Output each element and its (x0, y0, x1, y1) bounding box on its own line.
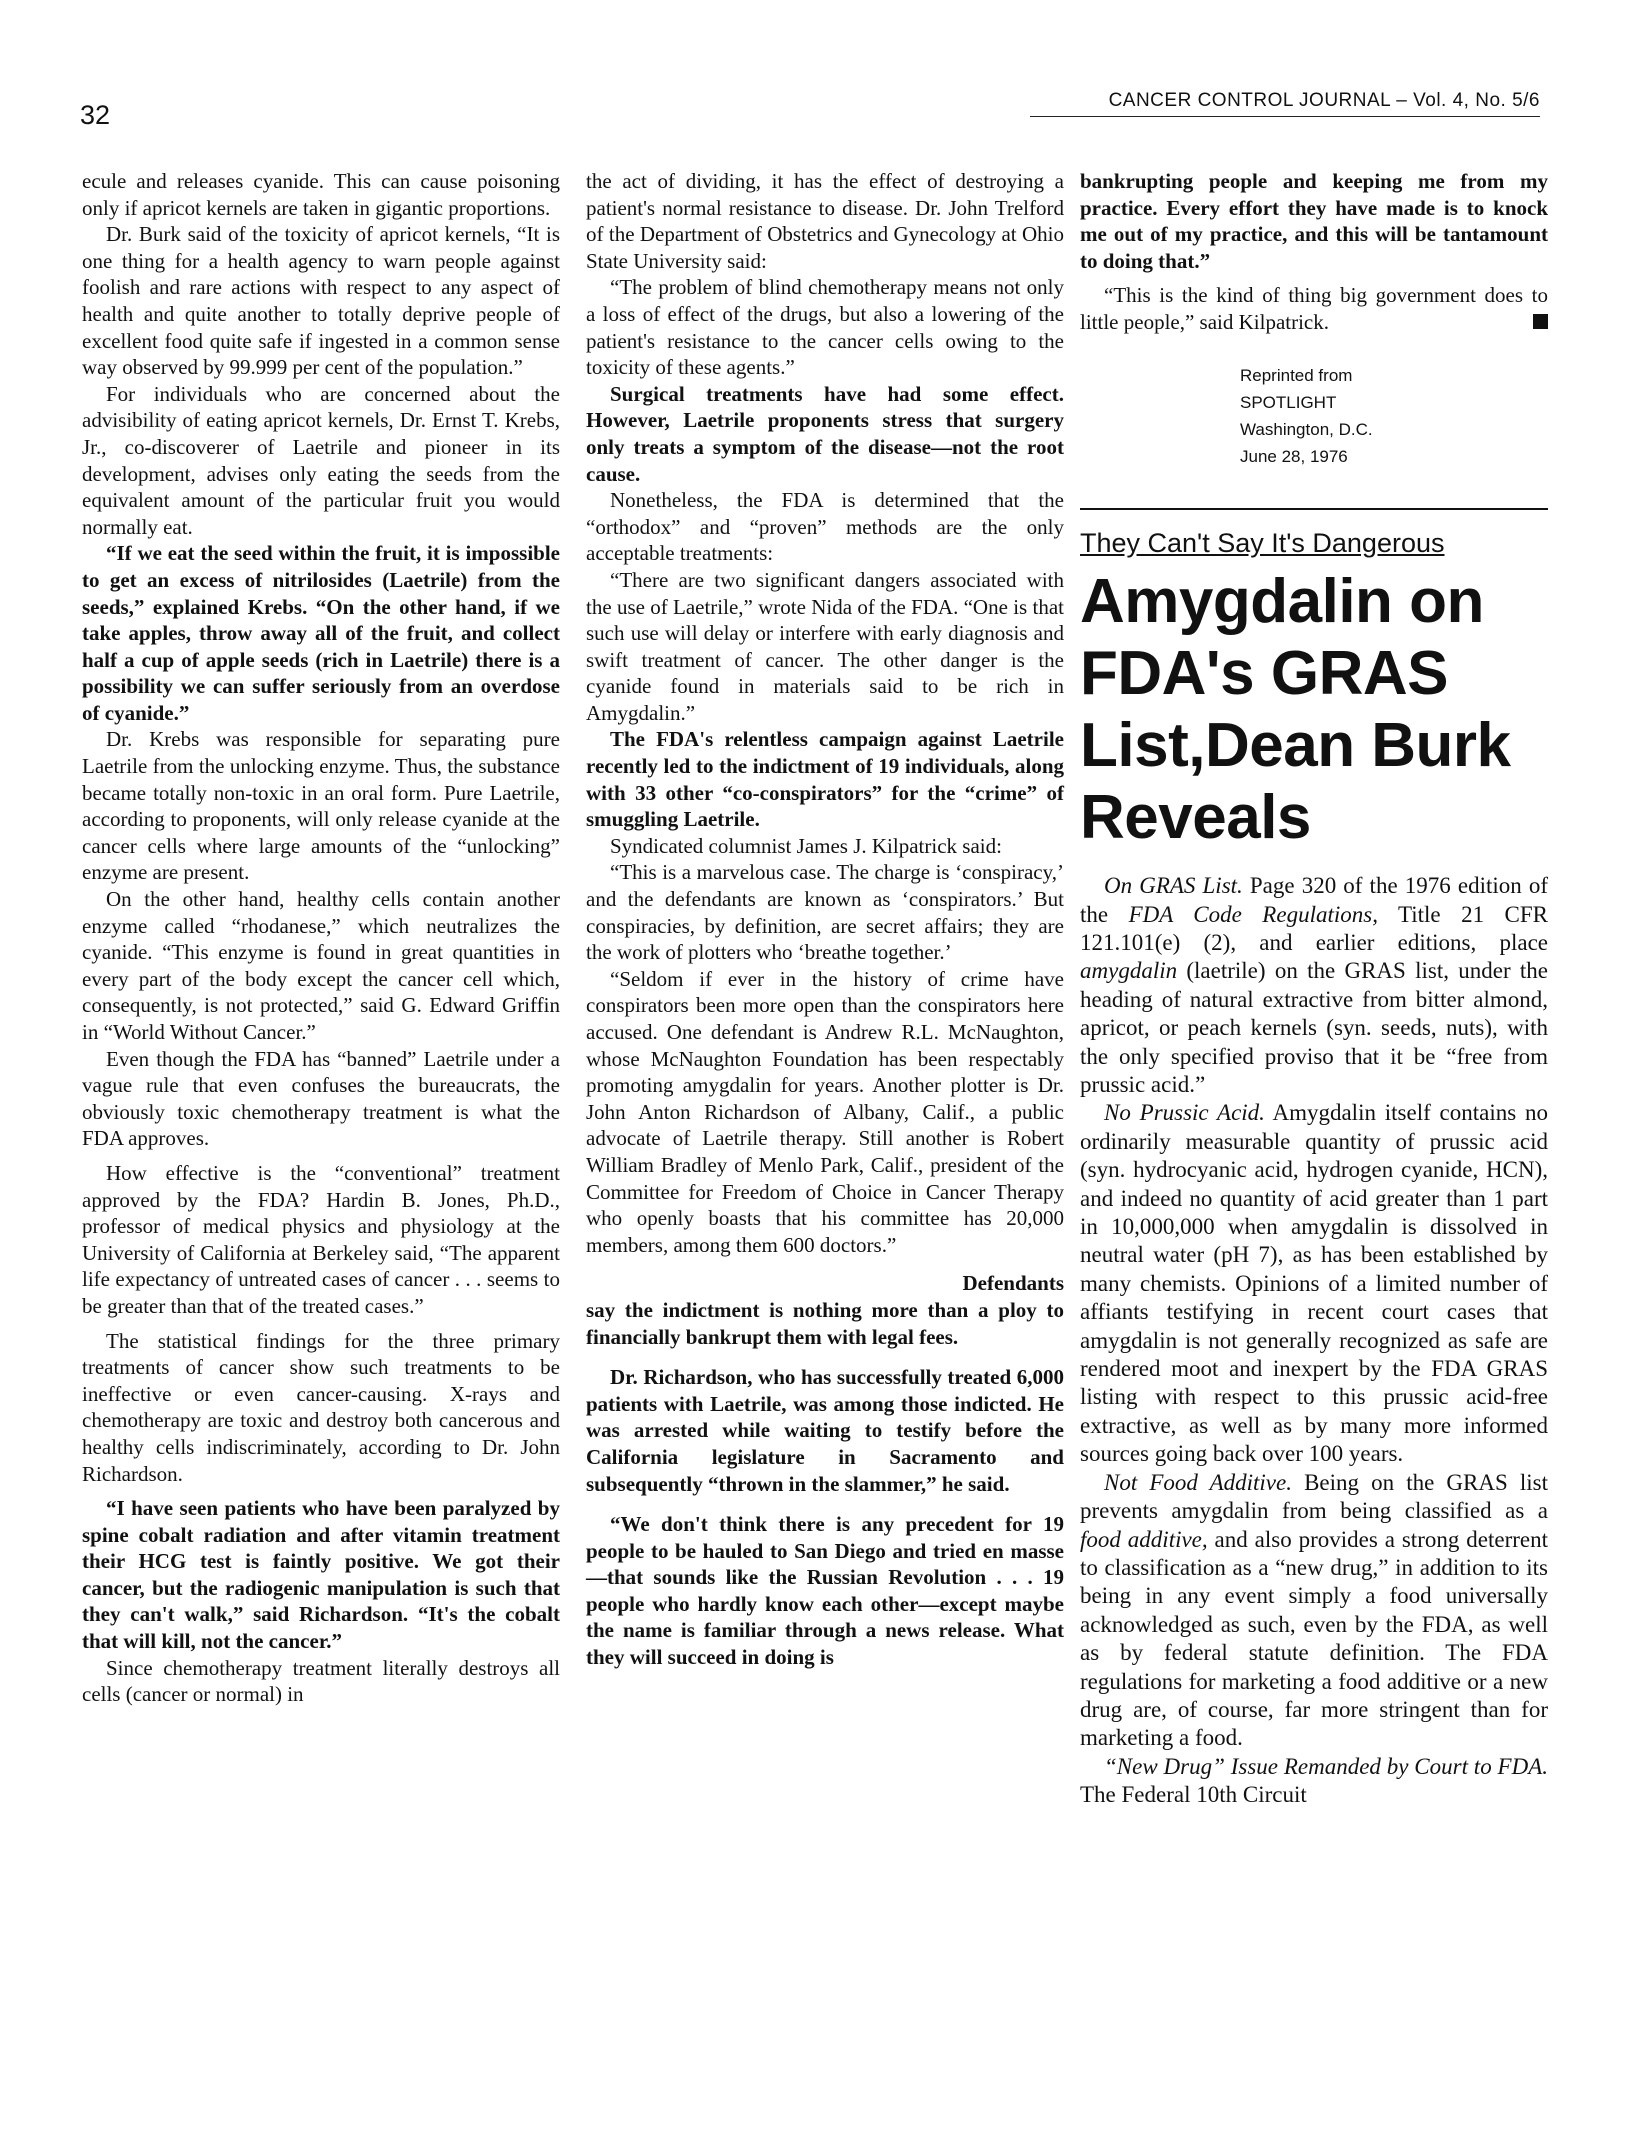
page-number: 32 (80, 100, 111, 130)
paragraph: Syndicated columnist James J. Kilpatrick said: (610, 833, 1002, 858)
text-run: Page 320 of the 1976 edition of the (1080, 873, 1548, 927)
section-lead: “New Drug” Issue Remanded by Court to FDA. (1104, 1753, 1548, 1779)
paragraph (1080, 872, 1548, 1099)
paragraph: ecule and releases cyanide. This can cause poisoning only if apricot kernels are taken in gigantic proportions. (82, 169, 560, 220)
paragraph-bold: The FDA's relentless campaign against Laetrile recently led to the indictment of 19 individuals, along with 33 other “co-conspirators” for the “crime” of smuggling Laetrile. (586, 727, 1064, 832)
paragraph-bold: say the indictment is nothing more than a ploy to financially bankrupt them with legal fees. (586, 1297, 1064, 1349)
reprint-line: Reprinted from (1240, 365, 1353, 385)
paragraph (1080, 282, 1548, 335)
subhead-defendants: Defendants (962, 1271, 1064, 1296)
paragraph: “This is a marvelous case. The charge is ‘conspiracy,’ and the defendants are known as ‘conspirators.’ But conspiracies, by definition, are secret affairs; they are the work of plotters who ‘breathe together.’ (586, 860, 1064, 965)
paragraph-bold: “If we eat the seed within the fruit, it is impossible to get an excess of nitrilosides (Laetrile) from the seeds,” explained Krebs. “On the other hand, if we take apples, throw away all of the fruit, and collect half a cup of apple seeds (rich in Laetrile) there is a possibility we can suffer seriously from an overdose of cyanide.” (82, 541, 560, 725)
paragraph: How effective is the “conventional” treatment approved by the FDA? Hardin B. Jones, Ph.D., professor of medical physics and physiology at the University of California at Berkeley said, “The apparent life expectancy of untreated cases of cancer . . . seems to be greater than that of the treated cases.” (82, 1160, 560, 1318)
paragraph: “There are two significant dangers associated with the use of Laetrile,” wrote Nida of the FDA. “One is that such use will delay or interfere with early diagnosis and swift treatment of cancer. The other danger is the cyanide found in materials said to be rich in Amygdalin.” (586, 567, 1064, 725)
paragraph-bold: bankrupting people and keeping me from my practice. Every effort they have made is to knock me out of my practice, and this will be tantamount to doing that.” (1080, 169, 1548, 273)
text-run: and also provides a strong deterrent to classification as a “new drug,” in addition to its being in any event simply a food universally acknowledged as such, even by the FDA, as well as by federal statute definition. The FDA regulations for marketing a food additive or a new drug are, of course, far more stringent than for marketing a food. (1080, 1526, 1548, 1751)
paragraph: “The problem of blind chemotherapy means not only a loss of effect of the drugs, but also a lowering of the patient's resistance to the cancer cells owing to the toxicity of these agents.” (586, 275, 1064, 380)
headline-line: FDA's GRAS (1080, 639, 1448, 709)
paragraph (1080, 1753, 1548, 1810)
paragraph: The statistical findings for the three primary treatments of cancer show such treatments to be ineffective or even cancer-causing. X-rays and chemotherapy are toxic and destroy both cancerous and healthy cells indiscriminately, according to Dr. John Richardson. (82, 1328, 560, 1486)
article-divider (1080, 508, 1548, 510)
text-emphasis: FDA Code Regulations, (1128, 901, 1378, 927)
paragraph: the act of dividing, it has the effect of destroying a patient's normal resistance to disease. Dr. John Trelford of the Department of Obstetrics and Gynecology at Ohio State University said: (586, 169, 1064, 273)
text-emphasis: food additive, (1080, 1526, 1208, 1552)
paragraph: Since chemotherapy treatment literally destroys all cells (cancer or normal) in (82, 1655, 560, 1707)
article-kicker: They Can't Say It's Dangerous (1080, 527, 1445, 558)
paragraph-bold: “We don't think there is any precedent for 19 people to be hauled to San Diego and tried en masse—that sounds like the Russian Revolution . . . 19 people who hardly know each other—except maybe the name is familiar through a news release. What they will succeed in doing is (586, 1512, 1064, 1670)
column-2 (586, 168, 1064, 1671)
section-lead: No Prussic Acid. (1104, 1100, 1265, 1126)
section-lead: Not Food Additive. (1104, 1469, 1292, 1495)
headline-line: Amygdalin on (1080, 567, 1484, 637)
paragraph (1080, 1469, 1548, 1753)
paragraph (1080, 1099, 1548, 1468)
end-of-story-mark (1533, 314, 1548, 329)
text-run: Amygdalin itself contains no ordinarily measurable quantity of prussic acid (syn. hydrocyanic acid, hydrogen cyanide, HCN), and indeed no quantity of acid greater than 1 part in 10,000,000 when amygdalin is dissolved in neutral water (pH 7), as has been established by many chemists. Opinions of a limited number of affiants testifying in recent court cases that amygdalin is not generally recognized as safe are rendered moot and inexpert by the FDA GRAS listing with respect to this prussic acid-free extractive, as well as by many more informed sources going back over 100 years. (1080, 1100, 1549, 1467)
text-emphasis: amygdalin (1080, 958, 1178, 984)
paragraph-bold: Dr. Richardson, who has successfully treated 6,000 patients with Laetrile, was among those indicted. He was arrested while waiting to testify before the California legislature in Sacramento and subsequently “thrown in the slammer,” he said. (586, 1365, 1064, 1496)
text-run: Title 21 CFR 121.101(e) (2), and earlier editions, place (1080, 901, 1548, 955)
paragraph-bold: “I have seen patients who have been paralyzed by spine cobalt radiation and after vitamin treatment their HCG test is faintly positive. We got their cancer, but the radiogenic manipulation is such that they can't walk,” said Richardson. “It's the cobalt that will kill, not the cancer.” (82, 1496, 560, 1654)
paragraph: Dr. Burk said of the toxicity of apricot kernels, “It is one thing for a health agency to warn people against foolish and rare actions with respect to any aspect of health and quite another to totally deprive people of excellent food quite safe if ingested in a common sense way observed by 99.999 per cent of the population.” (82, 222, 560, 380)
paragraph: For individuals who are concerned about the advisibility of eating apricot kernels, Dr. Ernst T. Krebs, Jr., co-discoverer of Laetrile and pioneer in its development, advises only eating the seeds from the equivalent amount of the particular fruit you would normally eat. (82, 381, 560, 539)
paragraph: Even though the FDA has “banned” Laetrile under a vague rule that even confuses the bureaucrats, the obviously toxic chemotherapy treatment is what the FDA approves. (82, 1046, 560, 1151)
article-body (1080, 872, 1548, 1809)
column-1 (82, 168, 560, 1708)
text-run: Being on the GRAS list prevents amygdalin from being classified as a (1080, 1469, 1548, 1524)
reprint-place: Washington, D.C. (1240, 419, 1373, 439)
text-run: (laetrile) on the GRAS list, under the heading of natural extractive from bitter almond, apricot, or peach kernels (syn. seeds, nuts), with the only specified proviso that it be “free from prussic acid.” (1080, 958, 1548, 1097)
section-lead: On GRAS List. (1104, 873, 1243, 899)
column-3 (1080, 168, 1548, 1810)
article-headline (1080, 566, 1548, 854)
headline-line: Reveals (1080, 783, 1311, 853)
reprint-credit (1240, 362, 1548, 470)
paragraph: On the other hand, healthy cells contain another enzyme called “rhodanese,” which neutralizes the cyanide. “This enzyme is found in great quantities in every part of the body except the cancer cell which, consequently, is not protected,” said G. Edward Griffin in “World Without Cancer.” (82, 887, 560, 1044)
paragraph: Nonetheless, the FDA is determined that the “orthodox” and “proven” methods are the only acceptable treatments: (586, 488, 1064, 566)
running-header: CANCER CONTROL JOURNAL – Vol. 4, No. 5/6 (1108, 90, 1540, 111)
paragraph: Dr. Krebs was responsible for separating pure Laetrile from the unlocking enzyme. Thus, the substance became totally non-toxic in an oral form. Pure Laetrile, according to proponents, will only release cyanide at the cancer cells where large amounts of the “unlocking” enzyme are present. (82, 727, 560, 885)
text-run: The Federal 10th Circuit (1080, 1782, 1307, 1808)
header-rule (1030, 116, 1540, 117)
headline-line: List,Dean Burk (1080, 711, 1511, 781)
paragraph-bold: Surgical treatments have had some effect. However, Laetrile proponents stress that surgery only treats a symptom of the disease—not the root cause. (586, 381, 1064, 486)
paragraph: “Seldom if ever in the history of crime have conspirators been more open than the conspirators here accused. One defendant is Andrew R.L. McNaughton, whose McNaughton Foundation has been respectably promoting amygdalin for years. Another plotter is Dr. John Anton Richardson of Albany, Calif., a public advocate of Laetrile therapy. Still another is Robert William Bradley of Menlo Park, Calif., president of the Committee for Freedom of Choice in Cancer Therapy who openly boasts that his committee has 20,000 members, among them 600 doctors.” (586, 966, 1064, 1257)
quote-text: “This is the kind of thing big government does to little people,” said Kilpatrick. (1080, 283, 1548, 334)
reprint-date: June 28, 1976 (1240, 446, 1348, 466)
reprint-source: SPOTLIGHT (1240, 392, 1337, 412)
